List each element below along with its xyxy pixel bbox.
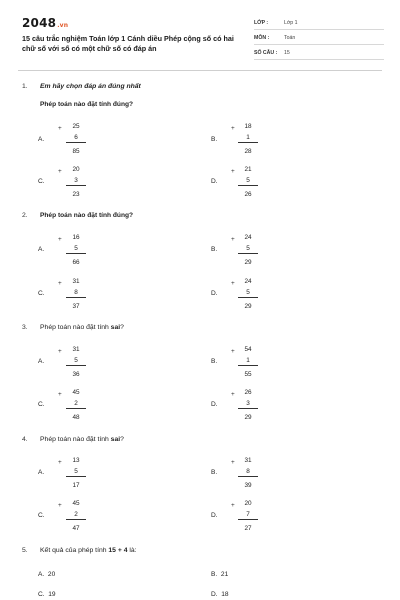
- option-letter[interactable]: A.: [38, 136, 45, 143]
- question-text: Phép toán nào đặt tính đúng?: [40, 212, 134, 219]
- addend-2: 1: [238, 132, 258, 143]
- question-text-emphasis: 15 + 4: [108, 547, 128, 554]
- option-letter[interactable]: B.: [211, 469, 218, 476]
- addend-2: 3: [238, 398, 258, 409]
- addend-1: 13: [72, 457, 80, 464]
- vertical-addition-a[interactable]: [66, 344, 86, 380]
- option-value: 19: [48, 591, 56, 598]
- header-divider: [18, 70, 382, 71]
- addend-1: 45: [72, 500, 80, 507]
- addend-1: 31: [72, 346, 80, 353]
- site-logo[interactable]: [22, 16, 68, 30]
- addend-2: 2: [66, 398, 86, 409]
- option-letter[interactable]: A.: [38, 246, 45, 253]
- plus-sign: +: [231, 236, 235, 243]
- option-letter[interactable]: D.: [211, 178, 218, 185]
- vertical-addition-b[interactable]: [238, 232, 258, 268]
- question-text: Phép toán nào đặt tính đúng?: [40, 101, 134, 108]
- sum: 17: [72, 482, 80, 489]
- option-d[interactable]: [211, 591, 229, 598]
- addend-1: 31: [244, 457, 252, 464]
- meta-label: SỐ CÂU :: [254, 50, 278, 56]
- question-text-part: ?: [120, 324, 124, 331]
- meta-row-class: [254, 16, 384, 30]
- question-instruction: Em hãy chọn đáp án đúng nhất: [40, 83, 141, 90]
- plus-sign: +: [58, 236, 62, 243]
- sum: 66: [72, 259, 80, 266]
- vertical-addition-d[interactable]: [238, 498, 258, 534]
- plus-sign: +: [58, 168, 62, 175]
- meta-value: Toán: [284, 35, 296, 41]
- question-number: 1.: [22, 83, 28, 90]
- sum: 48: [72, 414, 80, 421]
- vertical-addition-c[interactable]: [66, 164, 86, 200]
- option-letter: D.: [211, 591, 218, 598]
- plus-sign: +: [231, 459, 235, 466]
- meta-label: LỚP :: [254, 20, 269, 26]
- question-text-part: Phép toán nào đặt tính: [40, 324, 111, 331]
- addend-2: 3: [66, 175, 86, 186]
- option-letter[interactable]: C.: [38, 512, 45, 519]
- document-title: 15 câu trắc nghiệm Toán lớp 1 Cánh diều Phép cộng số có hai chữ số với số có một chữ số có đáp án: [22, 34, 234, 53]
- addend-1: 25: [72, 123, 80, 130]
- option-letter[interactable]: D.: [211, 401, 218, 408]
- plus-sign: +: [231, 391, 235, 398]
- addend-2: 5: [66, 355, 86, 366]
- sum: 39: [244, 482, 252, 489]
- addend-2: 5: [238, 175, 258, 186]
- question-text: [40, 547, 137, 554]
- meta-label: MÔN :: [254, 35, 270, 41]
- plus-sign: +: [231, 280, 235, 287]
- addend-2: 8: [66, 287, 86, 298]
- vertical-addition-a[interactable]: [66, 455, 86, 491]
- sum: 47: [72, 525, 80, 532]
- logo-tld: .vn: [57, 22, 69, 29]
- option-letter[interactable]: D.: [211, 512, 218, 519]
- option-value: 18: [221, 591, 229, 598]
- addend-1: 26: [244, 389, 252, 396]
- question-text: [40, 324, 124, 331]
- addend-1: 21: [244, 166, 252, 173]
- question-text-part: ?: [120, 436, 124, 443]
- plus-sign: +: [231, 125, 235, 132]
- question-text: [40, 436, 124, 443]
- plus-sign: +: [58, 280, 62, 287]
- plus-sign: +: [231, 348, 235, 355]
- option-value: 21: [220, 571, 229, 578]
- option-b[interactable]: [211, 571, 228, 578]
- question-number: 2.: [22, 212, 28, 219]
- addend-2: 1: [238, 355, 258, 366]
- vertical-addition-c[interactable]: [66, 387, 86, 423]
- addend-2: 5: [238, 287, 258, 298]
- plus-sign: +: [231, 168, 235, 175]
- addend-1: 54: [244, 346, 252, 353]
- vertical-addition-b[interactable]: [238, 121, 258, 157]
- meta-value: 15: [284, 50, 290, 56]
- meta-panel: [254, 16, 384, 61]
- option-letter[interactable]: B.: [211, 136, 218, 143]
- vertical-addition-b[interactable]: [238, 344, 258, 380]
- addend-1: 31: [72, 278, 80, 285]
- meta-row-count: [254, 46, 384, 60]
- addend-1: 24: [244, 234, 252, 241]
- sum: 37: [72, 303, 80, 310]
- option-value: 20: [47, 571, 56, 578]
- sum: 29: [244, 414, 252, 421]
- sum: 28: [244, 148, 252, 155]
- option-letter: C.: [38, 591, 45, 598]
- sum: 26: [244, 191, 252, 198]
- plus-sign: +: [58, 125, 62, 132]
- addend-2: 2: [66, 509, 86, 520]
- question-text-part: Kết quả của phép tính: [40, 547, 109, 554]
- vertical-addition-c[interactable]: [66, 498, 86, 534]
- plus-sign: +: [58, 348, 62, 355]
- sum: 23: [72, 191, 80, 198]
- addend-2: 7: [238, 509, 258, 520]
- addend-1: 24: [244, 278, 252, 285]
- vertical-addition-d[interactable]: [238, 387, 258, 423]
- option-letter[interactable]: B.: [211, 358, 218, 365]
- option-letter[interactable]: C.: [38, 290, 45, 297]
- plus-sign: +: [58, 502, 62, 509]
- sum: 85: [72, 148, 80, 155]
- option-c[interactable]: [38, 591, 56, 598]
- meta-value: Lớp 1: [284, 20, 298, 26]
- meta-row-subject: [254, 31, 384, 45]
- sum: 55: [244, 371, 252, 378]
- question-number: 4.: [22, 436, 28, 443]
- vertical-addition-b[interactable]: [238, 455, 258, 491]
- question-text-part: Phép toán nào đặt tính: [40, 436, 111, 443]
- addend-1: 20: [72, 166, 80, 173]
- option-letter[interactable]: C.: [38, 401, 45, 408]
- addend-2: 5: [66, 466, 86, 477]
- question-number: 3.: [22, 324, 28, 331]
- addend-1: 45: [72, 389, 80, 396]
- option-a[interactable]: [38, 571, 55, 578]
- vertical-addition-a[interactable]: [66, 232, 86, 268]
- option-letter: A.: [38, 571, 45, 578]
- addend-2: 5: [66, 243, 86, 254]
- question-text-emphasis: sai: [110, 324, 121, 331]
- vertical-addition-d[interactable]: [238, 164, 258, 200]
- option-letter[interactable]: D.: [211, 290, 218, 297]
- sum: 29: [244, 303, 252, 310]
- option-letter[interactable]: A.: [38, 358, 45, 365]
- question-text-emphasis: sai: [110, 436, 121, 443]
- sum: 27: [244, 525, 252, 532]
- option-letter[interactable]: C.: [38, 178, 45, 185]
- addend-2: 8: [238, 466, 258, 477]
- sum: 29: [244, 259, 252, 266]
- sum: 36: [72, 371, 80, 378]
- addend-1: 18: [244, 123, 252, 130]
- addend-1: 20: [244, 500, 252, 507]
- addend-2: 6: [66, 132, 86, 143]
- option-letter[interactable]: A.: [38, 469, 45, 476]
- plus-sign: +: [58, 459, 62, 466]
- question-text-part: là:: [127, 547, 137, 554]
- vertical-addition-a[interactable]: [66, 121, 86, 157]
- vertical-addition-c[interactable]: [66, 276, 86, 312]
- plus-sign: +: [58, 391, 62, 398]
- option-letter: B.: [211, 571, 218, 578]
- vertical-addition-d[interactable]: [238, 276, 258, 312]
- addend-2: 5: [238, 243, 258, 254]
- addend-1: 16: [72, 234, 80, 241]
- question-number: 5.: [22, 547, 28, 554]
- document-header: [18, 14, 382, 64]
- option-letter[interactable]: B.: [211, 246, 218, 253]
- logo-text: 2048: [22, 16, 57, 30]
- plus-sign: +: [231, 502, 235, 509]
